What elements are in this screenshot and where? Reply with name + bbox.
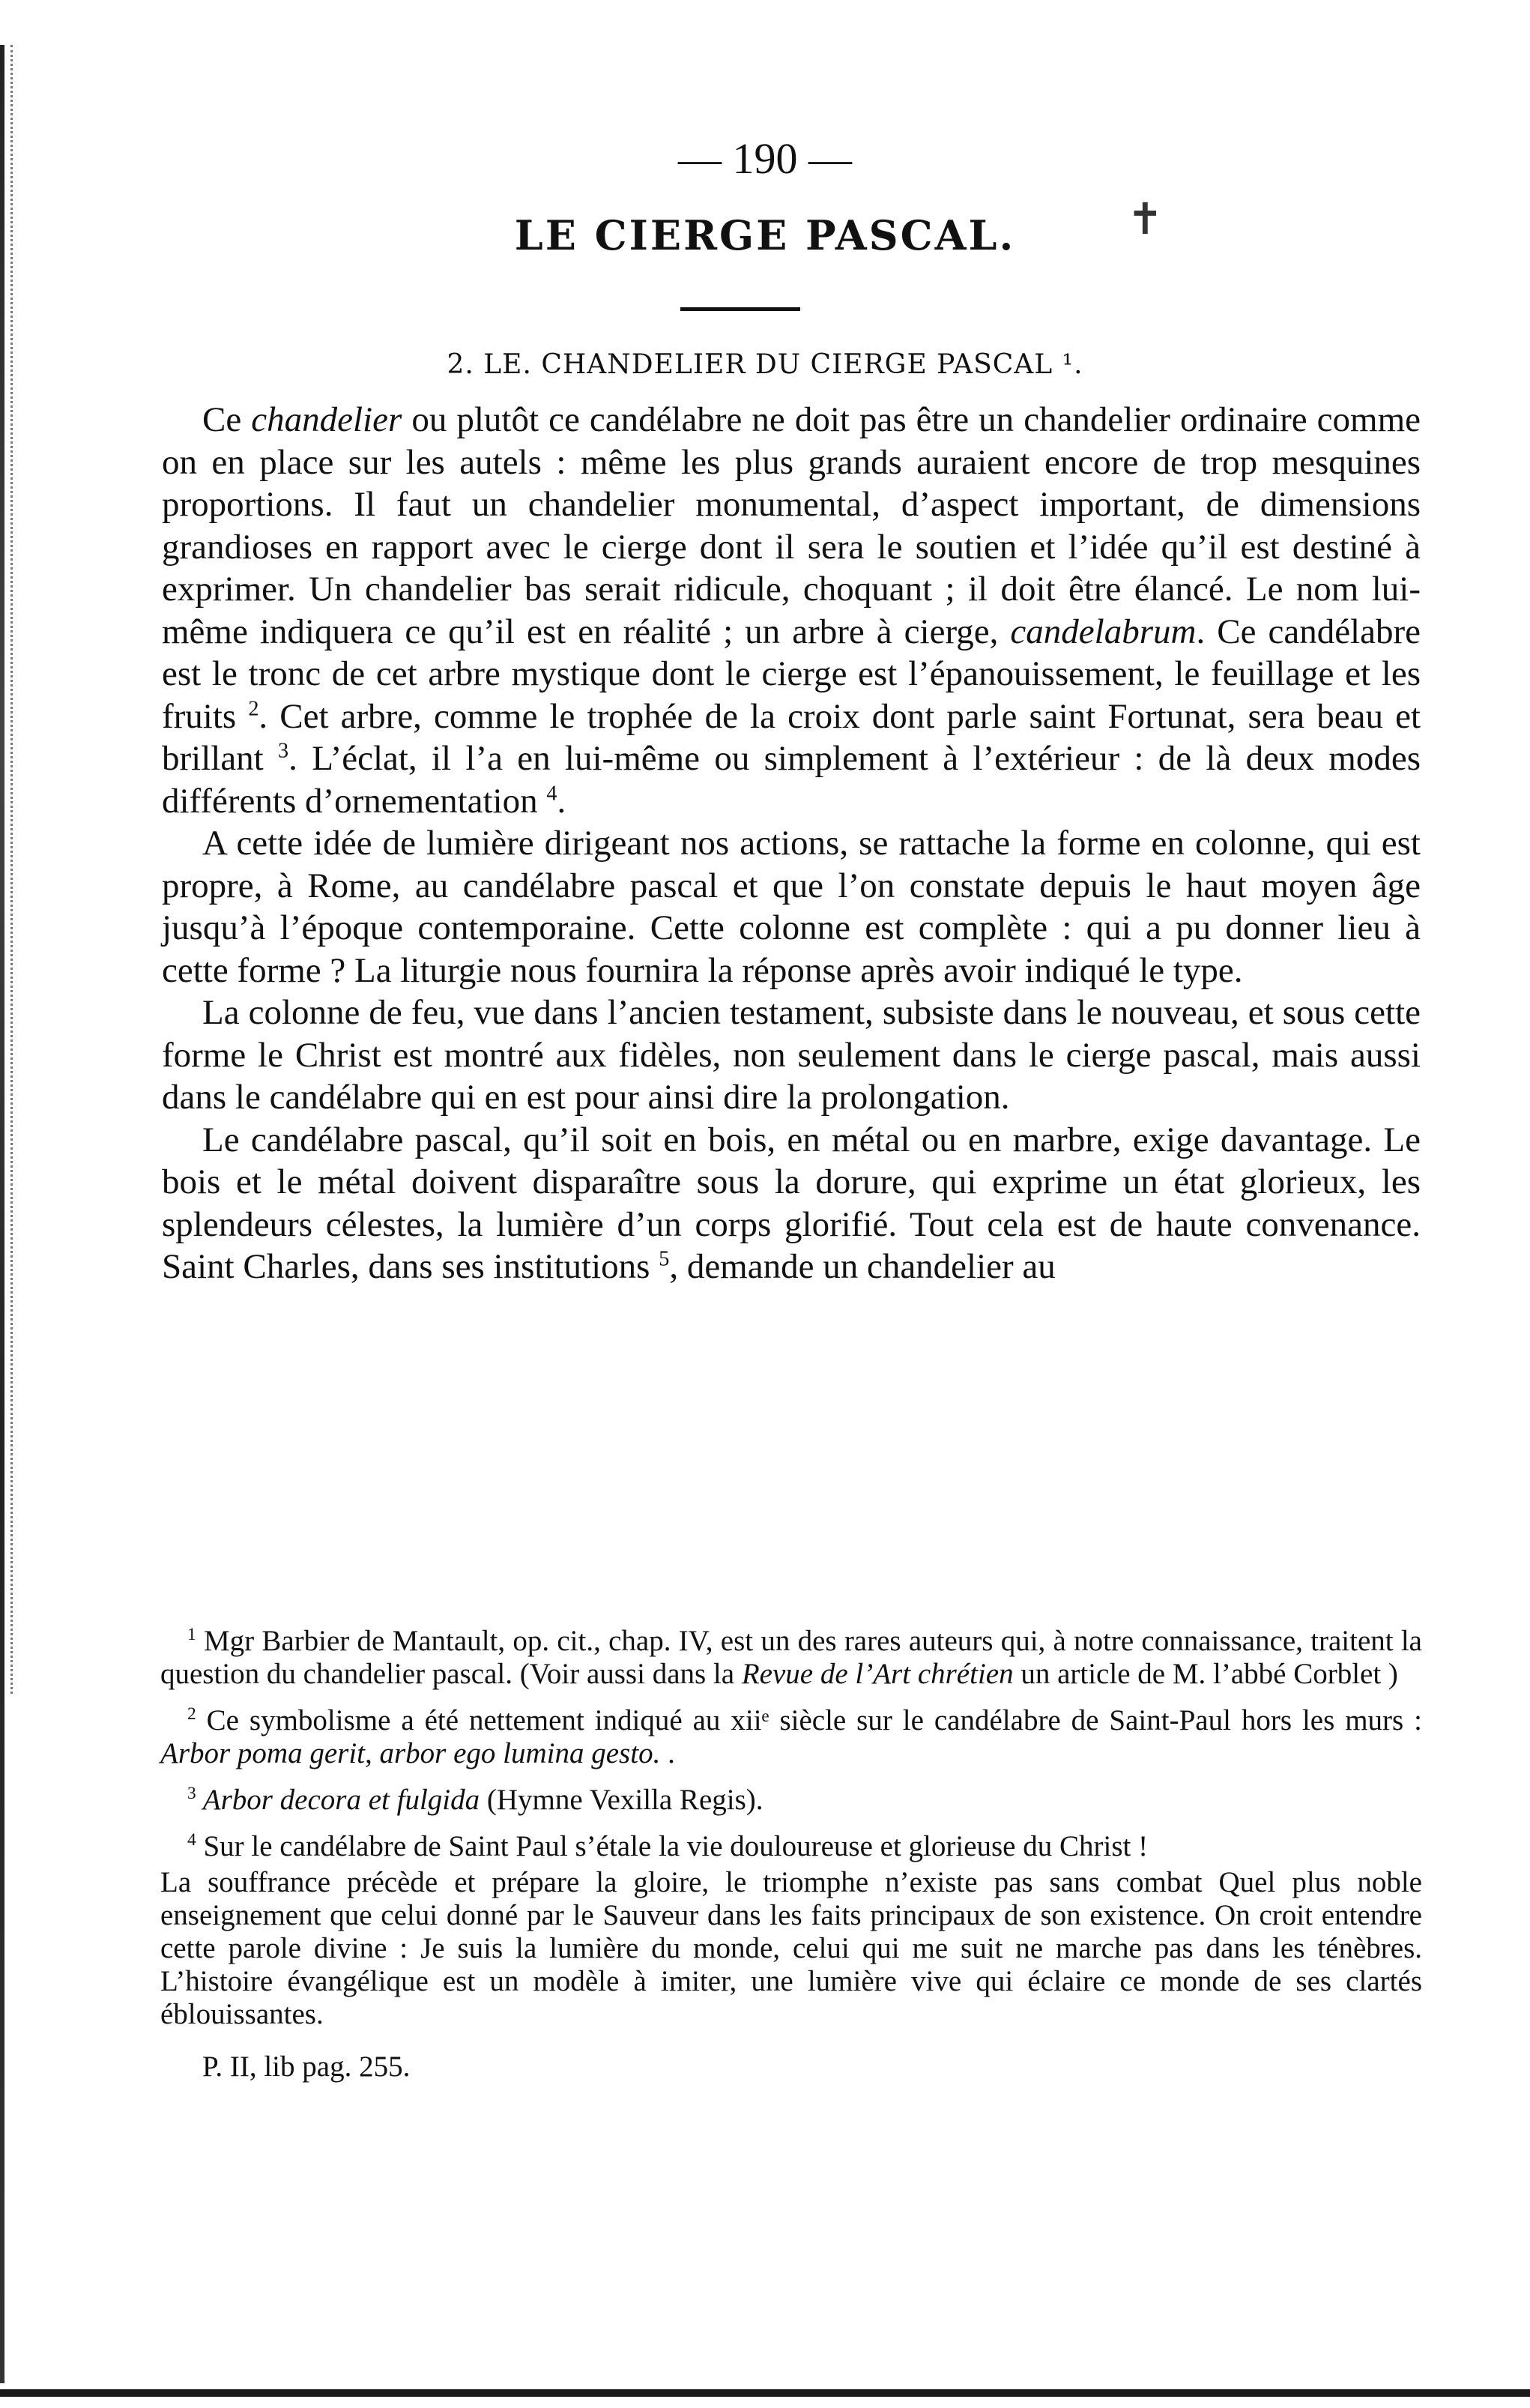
footnote-ref: 3: [278, 739, 289, 763]
text-run: .: [660, 1737, 675, 1769]
footnote-mark: 2: [187, 1704, 196, 1724]
text-run: .: [557, 781, 566, 821]
cross-mark: ✝: [1127, 193, 1164, 244]
footnote-mark: 1: [187, 1625, 196, 1644]
text-run: un article de M. l’abbé Corblet ): [1013, 1658, 1398, 1690]
footnote-1: [160, 1625, 1422, 1691]
italic-term: candelabrum: [1010, 612, 1197, 651]
footnote-4: [160, 1830, 1422, 1863]
italic-title: Revue de l’Art chrétien: [741, 1658, 1014, 1690]
footnote-4-continued: La souffrance précède et prépare la gloire, le triomphe n’existe pas sans combat Quel plus noble enseignement que celui donné par le Sauveur dans les faits principaux de son existence. On croit entendre cette parole divine : Je suis la lumière du monde, celui qui me suit ne marche pas dans les ténèbres. L’histoire évangélique est un modèle à imiter, une lumière vive qui éclaire ce monde de ses clartés éblouissantes.: [160, 1866, 1422, 2030]
footnote-5: P. II, lib pag. 255.: [202, 2051, 411, 2083]
footnote-ref: 4: [546, 781, 557, 805]
text-run: Le candélabre pascal, qu’il soit en bois, en métal ou en marbre, exige davantage. Le bois et le métal doivent disparaître sous la dorure, qui exprime un état glorieux, les splendeurs célestes, la lumière d’un corps glorifié. Tout cela est de haute convenance. Saint Charles, dans ses institutions: [162, 1120, 1421, 1286]
text-run: (Hymne Vexilla Regis).: [480, 1784, 764, 1816]
scan-left-edge: [0, 45, 4, 2383]
text-run: Sur le candélabre de Saint Paul s’étale la vie douloureuse et glorieuse du Christ !: [196, 1830, 1149, 1862]
body-text: [162, 399, 1421, 1288]
italic-quote: Arbor decora et fulgida: [196, 1784, 480, 1816]
text-run: . Ce candélabre est le tronc de cet arbre mystique dont le cierge est l’épanouissement, le feuillage et les fruits: [162, 612, 1421, 736]
footnote-ref: 5: [659, 1247, 670, 1271]
scan-bottom-rule: [0, 2389, 1530, 2397]
footnote-mark: 4: [187, 1830, 196, 1850]
paragraph-3: La colonne de feu, vue dans l’ancien testament, subsiste dans le nouveau, et sous cette forme le Christ est montré aux fidèles, non seulement dans le cierge pascal, mais aussi dans le candélabre qui en est pour ainsi dire la prolongation.: [162, 993, 1421, 1117]
text-run: , demande un chandelier au: [669, 1247, 1056, 1286]
text-run: ou plutôt ce candélabre ne doit pas être un chandelier ordinaire comme on en place sur les autels : même les plus grands auraient encore de trop mesquines proportions. Il faut un chandelier monumental, d’aspect important, de dimensions grandioses en rapport avec le cierge dont il sera le soutien et l’idée qu’il est destiné à exprimer. Un chandelier bas serait ridicule, choquant ; il doit être élancé. Le nom lui-même indiquera ce qu’il est en réalité ; un arbre à cierge,: [162, 400, 1421, 651]
footnote-ref: 2: [248, 696, 259, 720]
footnote-2: [160, 1704, 1422, 1770]
footnotes: [160, 1625, 1422, 2097]
title-rule: [680, 307, 800, 311]
italic-term: chandelier: [251, 400, 402, 439]
footnote-3: [160, 1784, 1422, 1817]
paragraph-2: A cette idée de lumière dirigeant nos actions, se rattache la forme en colonne, qui est propre, à Rome, au candélabre pascal et que l’on constate depuis le haut moyen âge jusqu’à l’époque contemporaine. Cette colonne est complète : qui a pu donner lieu à cette forme ? La liturgie nous fournira la réponse après avoir indiqué le type.: [162, 824, 1421, 990]
text-run: Ce: [202, 400, 252, 439]
text-run: . Cet arbre, comme le trophée de la croix dont parle saint Fortunat, sera beau et brillant: [162, 696, 1421, 778]
page-number: — 190 —: [678, 134, 852, 183]
paragraph-1: [162, 399, 1421, 822]
section-heading: 2. LE. CHANDELIER DU CIERGE PASCAL ¹.: [447, 349, 1083, 380]
italic-quote: Arbor poma gerit, arbor ego lumina gesto.: [160, 1737, 661, 1769]
footnote-mark: 3: [187, 1784, 196, 1803]
text-run: . L’éclat, il l’a en lui-même ou simplement à l’extérieur : de là deux modes différents d’ornementation: [162, 739, 1421, 821]
scan-left-dots: [10, 45, 16, 1694]
paragraph-4: [162, 1119, 1421, 1288]
page-title: LE CIERGE PASCAL.: [514, 211, 1016, 259]
text-run: Mgr Barbier de Mantault, op. cit., chap. IV, est un des rares auteurs qui, à notre connaissance, traitent la question du chandelier pascal. (Voir aussi dans la: [160, 1625, 1422, 1690]
text-run: Ce symbolisme a été nettement indiqué au xiiᵉ siècle sur le candélabre de Saint-Paul hors les murs :: [196, 1704, 1422, 1736]
